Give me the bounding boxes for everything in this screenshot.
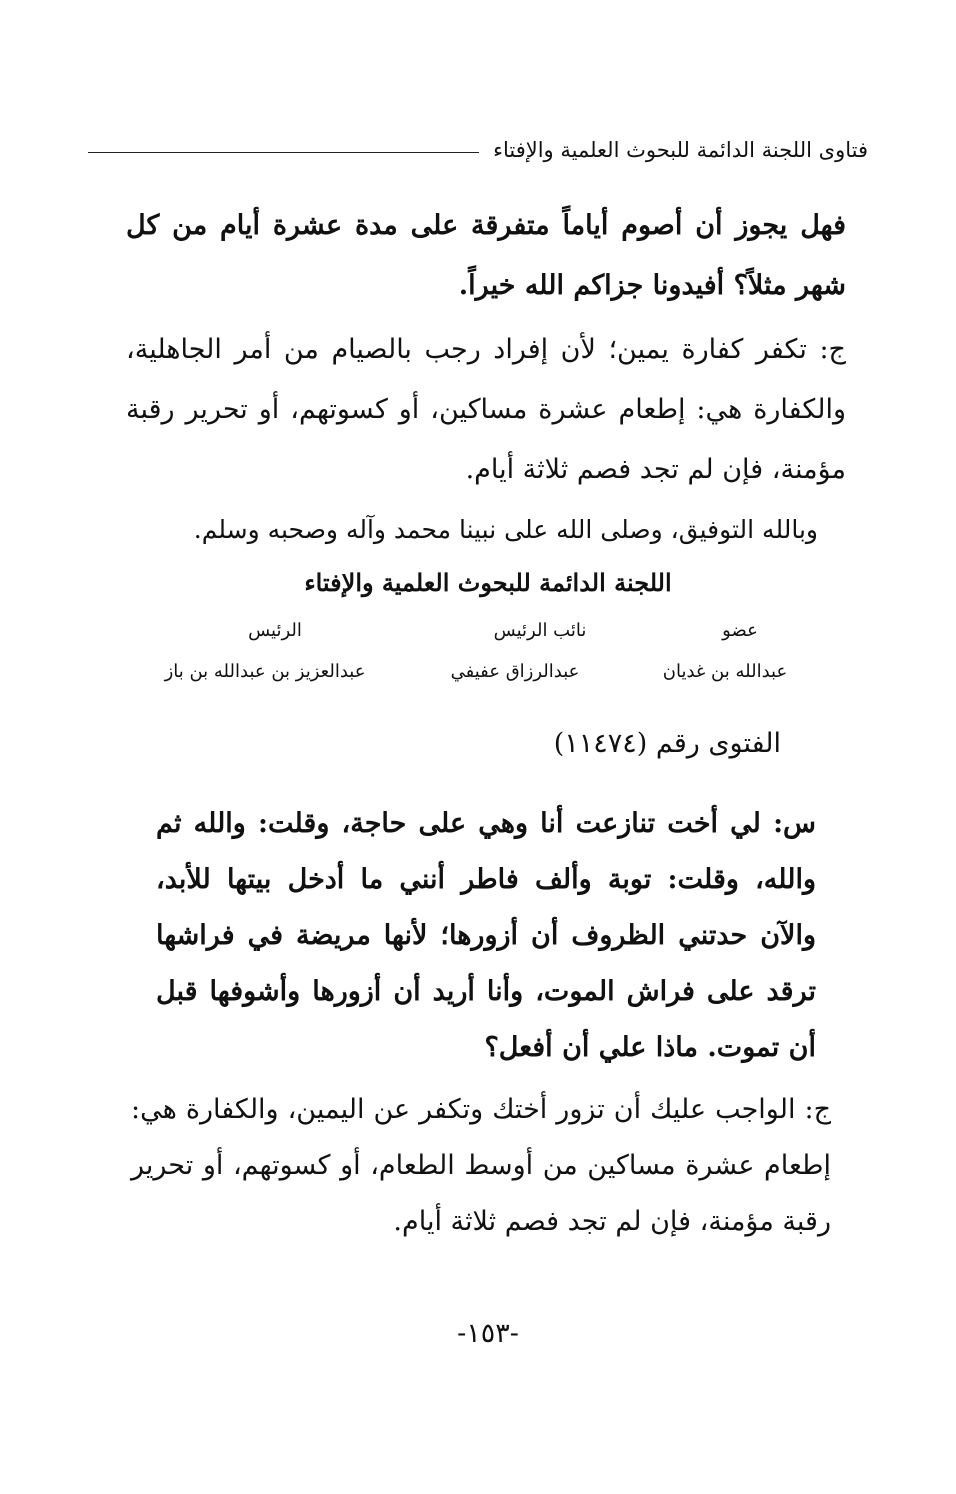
answer-1-paragraph: ج: تكفر كفارة يمين؛ لأن إفراد رجب بالصيام من أمر الجاهلية، والكفارة هي: إطعام عشرة مساكين، أو كسوتهم، أو تحرير رقبة مؤمنة، فإن لم تجد فصم ثلاثة أيام. [126, 334, 846, 485]
answer-2-paragraph: ج: الواجب عليك أن تزور أختك وتكفر عن اليمين، والكفارة هي: إطعام عشرة مساكين من أوسط الطعام، أو كسوتهم، أو تحرير رقبة مؤمنة، فإن لم تجد فصم ثلاثة أيام. [131, 1094, 831, 1237]
fatwa-number-heading: الفتوى رقم (١١٤٧٤) [553, 728, 781, 759]
role-chairman: الرئيس [248, 620, 302, 641]
page-number: -١٥٣- [457, 1318, 519, 1349]
role-member: عضو [722, 620, 758, 641]
closing-line: وبالله التوفيق، وصلى الله على نبينا محمد وآله وصحبه وسلم. [193, 515, 818, 544]
running-title: فتاوى اللجنة الدائمة للبحوث العلمية والإفتاء [493, 138, 868, 162]
name-member: عبدالله بن غديان [662, 661, 788, 682]
name-chairman: عبدالعزيز بن عبدالله بن باز [164, 661, 366, 682]
signature-roles-row [150, 620, 800, 641]
header-rule [88, 152, 479, 153]
name-deputy-chairman: عبدالرزاق عفيفي [450, 661, 580, 682]
running-header [88, 138, 868, 162]
question-2-paragraph: س: لي أخت تنازعت أنا وهي على حاجة، وقلت: والله ثم والله، وقلت: توبة وألف فاطر أنني ما أدخل بيتها للأبد، والآن حدتني الظروف أن أزورها؛ لأنها مريضة في فراشها ترقد على فراش الموت، وأنا أريد أن أزورها وأشوفها قبل أن تموت. ماذا علي أن أفعل؟ [156, 808, 816, 1063]
role-deputy-chairman: نائب الرئيس [493, 620, 587, 641]
question-1-paragraph: فهل يجوز أن أصوم أياماً متفرقة على مدة عشرة أيام من كل شهر مثلاً؟ أفيدونا جزاكم الله خيراً. [126, 210, 846, 301]
committee-title: اللجنة الدائمة للبحوث العلمية والإفتاء [304, 568, 672, 597]
signature-names-row [150, 661, 800, 682]
